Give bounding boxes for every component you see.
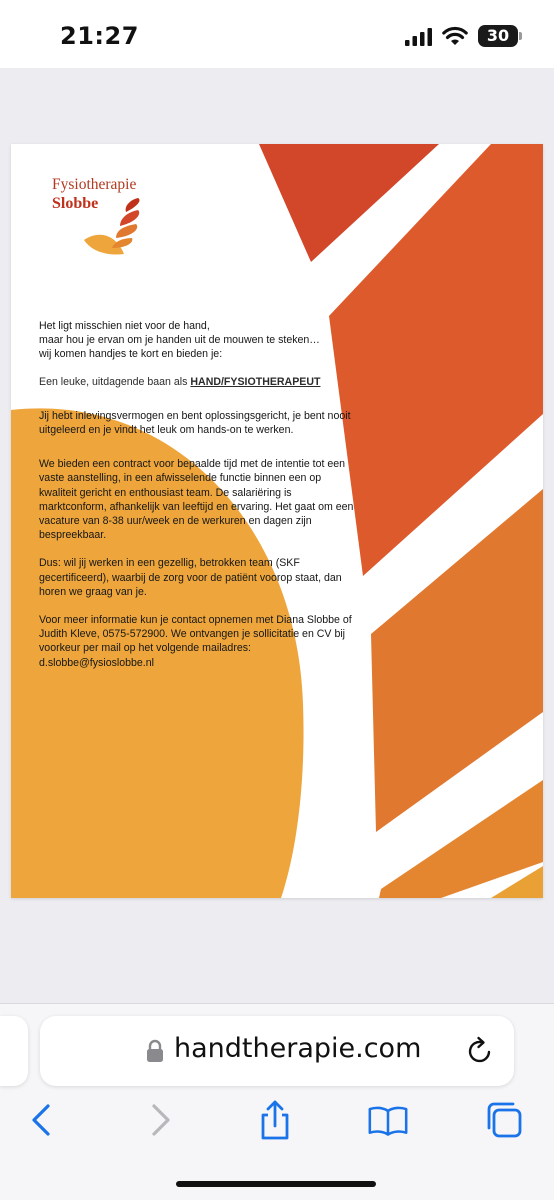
forward-icon[interactable] (140, 1100, 180, 1140)
job-title: HAND/FYSIOTHERAPEUT (190, 375, 321, 388)
intro-paragraph (39, 319, 359, 362)
reload-icon[interactable] (465, 1036, 495, 1066)
url-text[interactable]: handtherapie.com (174, 1033, 422, 1064)
battery-tip (519, 32, 522, 40)
intro-line-2: maar hou je ervan om je handen uit de mouwen te steken… (39, 334, 320, 347)
previous-tab-card[interactable] (0, 1016, 28, 1086)
offer-line (39, 375, 359, 389)
logo-name: Fysiotherapie (52, 176, 137, 193)
document-page (11, 144, 543, 898)
back-icon[interactable] (22, 1100, 62, 1140)
battery-indicator: 30 (478, 25, 518, 47)
offer-prefix: Een leuke, uitdagende baan als (39, 375, 188, 388)
profile-paragraph: Jij hebt inlevingsvermogen en bent oplossingsgericht, je bent nooit uitgeleerd en je vindt het leuk om hands-on te werken. (39, 409, 351, 437)
status-bar (0, 0, 554, 68)
status-time: 21:27 (60, 22, 139, 50)
home-indicator (176, 1181, 376, 1187)
browser-bottom-bar (0, 1003, 554, 1200)
bookmarks-icon[interactable] (368, 1100, 408, 1140)
vacancy-text (39, 319, 359, 684)
leaf-hand-icon (76, 196, 146, 256)
cellular-signal-icon (405, 28, 433, 46)
logo-surname: Slobbe (52, 195, 99, 212)
lock-icon (146, 1039, 164, 1063)
contract-paragraph: We bieden een contract voor bepaalde tijd met de intentie tot een vaste aanstelling, in een afwisselende functie binnen een op kwaliteit gericht en enthousiast team. De salariëring is marktconform, afhankelijk van leeftijd en ervaring. Het gaat om een vacature van 8-38 uur/week en de werkuren en dagen zijn bespreekbaar. (39, 458, 354, 542)
contact-paragraph: Voor meer informatie kun je contact opnemen met Diana Slobbe of Judith Kleve, 0575-572900. We ontvangen je sollicitatie en CV bij voorkeur per mail op het volgende mailadres: d.slobbe@fysioslobbe.nl (39, 614, 352, 669)
team-paragraph: Dus: wil jij werken in een gezellig, betrokken team (SKF gecertificeerd), waarbij de zorg voor de patiënt voorop staat, dan horen we graag van je. (39, 557, 342, 598)
address-bar[interactable] (40, 1016, 514, 1086)
intro-line-3: wij komen handjes te kort en bieden je: (39, 348, 223, 361)
tabs-icon[interactable] (484, 1100, 524, 1140)
share-icon[interactable] (255, 1100, 295, 1140)
wifi-icon (442, 25, 468, 47)
company-logo (52, 176, 162, 256)
intro-line-1: Het ligt misschien niet voor de hand, (39, 320, 210, 332)
